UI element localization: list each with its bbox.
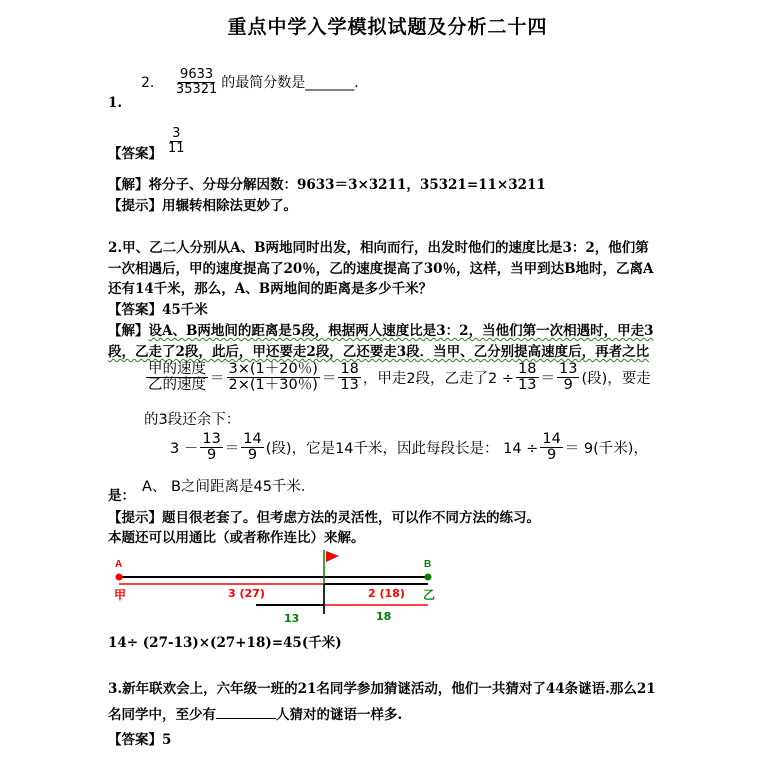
eq1-frac-final [557, 362, 579, 393]
eq1-num1: 甲的速度 [148, 361, 206, 377]
eq1-den5: 9 [563, 377, 573, 394]
eq2-num3: 14 [542, 431, 561, 447]
q2-line2: 一次相遇后，甲的速度提高了20％，乙的速度提高了30％，这样，当甲到达B地时，乙离A [108, 261, 654, 277]
q3-answer-label: 【答案】 [108, 732, 162, 748]
q1-tip [108, 194, 297, 214]
q3-line2-b: 人猜对的谜语一样多. [276, 707, 403, 723]
q3-blank [216, 704, 276, 719]
q2-equation-1 [144, 362, 651, 393]
eq1-den4: 13 [518, 377, 537, 394]
eq1-frac-divisor [516, 362, 538, 393]
q2-shi-text: A、 B之间距离是45千米． [142, 479, 316, 495]
q1-frac-num: 9633 [180, 67, 214, 82]
q3-line2-a: 名同学中，至少有 [108, 707, 216, 723]
q2-equation-2 [170, 432, 648, 463]
q2-jie-label: 【解】 [108, 323, 149, 339]
eq2-den2: 9 [247, 447, 258, 464]
eq2-num1: 13 [202, 431, 221, 447]
eq1-den2: 2×(1＋30％) [228, 377, 318, 394]
diagram-seg-right: 2 (18) [368, 587, 405, 600]
q1-jie-text: 将分子、分母分解因数：9633＝3×3211，35321=11×3211 [148, 177, 546, 193]
diagram-label-yi: 乙 [423, 588, 436, 602]
q2-answer [108, 298, 208, 318]
eq1-den3: 13 [340, 377, 359, 394]
q1-frac-den: 35321 [175, 81, 218, 97]
diagram-seg-13: 13 [284, 612, 300, 625]
eq1-num2: 3×(1＋20％) [228, 361, 318, 377]
q1-jie-label: 【解】 [108, 177, 149, 193]
q2-answer-label: 【答案】 [108, 302, 162, 318]
q2-line3: 还有14千米，那么，A、B两地间的距离是多少千米？ [108, 281, 433, 297]
eq1-frac-ratio [227, 362, 320, 393]
q1-question-text: 的最简分数是_______． [221, 75, 369, 92]
q2-alt-text: 本题还可以用通比（或者称作连比）来解。 [108, 530, 365, 546]
q2-shi-label: 是： [108, 488, 135, 504]
q3-line1: 3.新年联欢会上，六年级一班的21名同学参加猜谜活动，他们一共猜对了44条谜语.那么21 [108, 681, 656, 697]
page-title: 重点中学入学模拟试题及分析二十四 [227, 16, 548, 38]
q1-question [141, 68, 368, 96]
q2-equation-1-line2: 的3段还余下： [144, 412, 241, 428]
diagram-seg-18: 18 [376, 610, 392, 623]
eq2-den3: 9 [546, 447, 557, 464]
q3-answer-text: 5 [162, 732, 172, 748]
diagram-point-b [425, 574, 432, 581]
eq2-den1: 9 [206, 447, 217, 464]
eq1-equals-1: ＝ [210, 371, 225, 388]
eq2-frac-1 [200, 432, 222, 463]
q2-answer-text: 45千米 [162, 302, 208, 318]
eq1-mid-text: ，甲走2段，乙走了2 ÷ [362, 371, 515, 388]
q1-number: 1. [108, 95, 123, 111]
q1-answer-fraction [166, 127, 187, 155]
eq1-frac-result [338, 362, 360, 393]
eq1-num4: 18 [518, 361, 537, 377]
q2-line1: 2.甲、乙二人分别从A、B两地同时出发，相向而行，出发时他们的速度比是3：2，他们第 [108, 240, 649, 256]
eq1-tail-text: (段)，要走 [581, 371, 651, 388]
q2-tip-label: 【提示】 [108, 510, 162, 526]
q2-formula: 14÷ (27-13)×(27+18)=45(千米) [108, 635, 342, 651]
diagram-label-b: B [424, 559, 432, 570]
eq2-num2: 14 [243, 431, 262, 447]
q1-fraction [174, 68, 219, 96]
diagram-red-flag [326, 551, 339, 562]
q2-solution-line2: 段，乙走了2段，此后，甲还要走2段，乙还要走3段．当甲、乙分别提高速度后，再者之比 [108, 344, 650, 360]
q2-tip [108, 506, 540, 526]
q2-solution-line1 [108, 319, 653, 339]
q2-line-diagram [110, 548, 450, 630]
eq2-equals: ＝ [224, 441, 240, 458]
diagram-seg-left: 3 (27) [228, 587, 265, 600]
q1-prefix: 2． [141, 75, 164, 92]
q3-line2 [108, 703, 402, 723]
diagram-point-a [116, 574, 123, 581]
q1-tip-label: 【提示】 [108, 198, 162, 214]
q2-tip-text: 题目很老套了。但考虑方法的灵活性，可以作不同方法的练习。 [162, 510, 540, 526]
eq2-frac-2 [241, 432, 263, 463]
eq1-num5: 13 [559, 361, 578, 377]
q1-tip-text: 用辗转相除法更妙了。 [162, 198, 297, 214]
q1-answer-den: 11 [168, 140, 185, 156]
q1-answer-label: 【答案】 [108, 146, 162, 162]
q1-answer-num: 3 [172, 125, 181, 141]
q2-jie-line1: 设A、B两地间的距离是5段，根据两人速度比是3：2，当他们第一次相遇时，甲走3 [148, 323, 654, 339]
q3-answer [108, 728, 171, 748]
eq2-tail-text: ＝ 9(千米)， [564, 441, 648, 458]
eq1-num3: 18 [340, 361, 359, 377]
eq2-frac-3 [540, 432, 562, 463]
eq1-equals-2: ＝ [321, 371, 337, 388]
eq1-den1: 乙的速度 [148, 377, 206, 394]
q1-solution [108, 173, 546, 193]
eq1-frac-speed [146, 362, 208, 393]
diagram-label-jia: 甲 [114, 588, 127, 602]
eq2-mid-text: (段)，它是14千米，因此每段长是： 14 ÷ [265, 441, 539, 458]
eq2-lead: 3 － [170, 441, 199, 458]
eq1-equals-3: ＝ [540, 371, 555, 388]
q1-answer [108, 120, 189, 162]
diagram-label-a: A [115, 559, 123, 570]
